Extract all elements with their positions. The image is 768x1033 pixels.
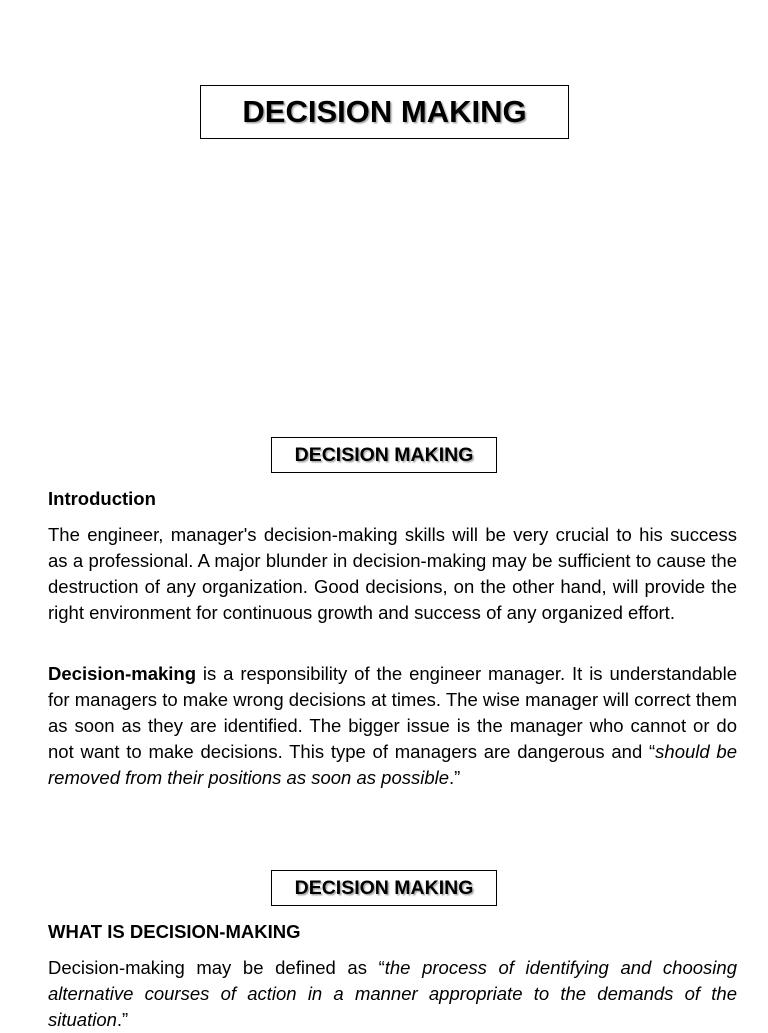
slide-title-intro [271,437,497,473]
decision-making-term: Decision-making [48,663,197,684]
slide-title-intro-text: DECISION MAKING [294,443,474,466]
responsibility-tail: .” [449,767,461,788]
definition-lead: Decision-making may be defined as “ [48,957,385,978]
introduction-heading: Introduction [48,488,156,509]
introduction-paragraph: The engineer, manager's decision-making skills will be very crucial to his success as a professional. A major blunder in decision-making may be sufficient to cause the destruction of any organization. Good decisions, on the other hand, will provide the right environment for continuous growth and success of any organized effort. [48,524,737,623]
definition-quote: the process of identifying and choosing alternative courses of action in a manner appropriate to the demands of the situation [48,957,737,1030]
definition-tail: .” [116,1009,129,1030]
main-title [200,85,569,139]
slide-title-definition-text: DECISION MAKING [294,876,474,899]
definition-paragraph [48,955,737,1033]
removal-quote: should be removed from their positions as soon as possible [48,741,737,788]
main-title-text: DECISION MAKING [242,94,527,129]
responsibility-paragraph [48,661,737,791]
what-is-decision-making-heading: WHAT IS DECISION-MAKING [48,921,301,942]
slide-title-definition [271,870,497,906]
responsibility-text: is a responsibility of the engineer manager. It is understandable for managers to make wrong decisions at times. The wise manager will correct them as soon as they are identified. The bigger issue is the manager who cannot or do not want to make decisions. This type of managers are dangerous and “ [48,663,737,762]
